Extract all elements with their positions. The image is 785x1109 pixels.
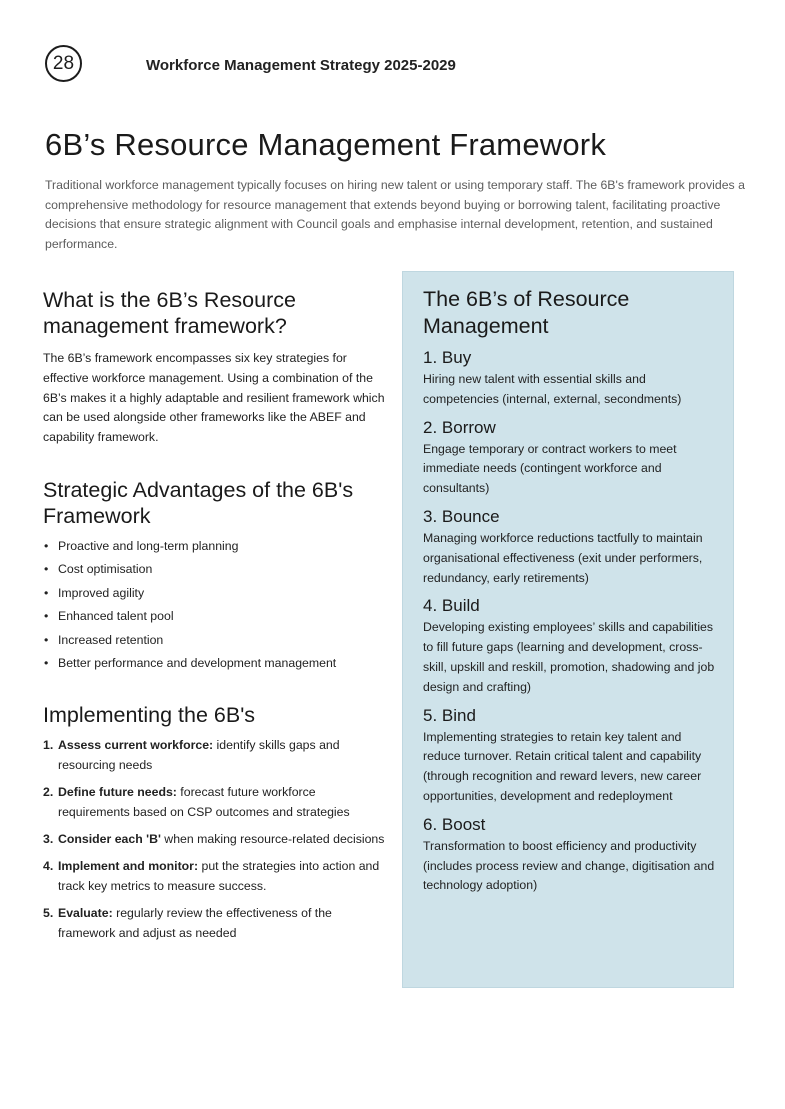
step-item [43, 783, 388, 822]
b-item-desc: Transformation to boost efficiency and productivity (includes process review and change, digitisation and technology adoption) [423, 838, 715, 893]
step-text: regularly review the effectiveness of the framework and adjust as needed [58, 905, 332, 940]
list-item-text: Enhanced talent pool [58, 609, 174, 624]
list-item [43, 652, 388, 676]
list-item [43, 605, 388, 629]
step-item [43, 857, 388, 896]
bullet-icon: • [44, 538, 49, 553]
step-text: when making resource-related decisions [160, 831, 385, 846]
step-text: identify skills gaps and resourcing needs [58, 737, 340, 772]
what-is-heading: What is the 6B’s Resource management framework? [43, 288, 296, 338]
b-item-desc: Engage temporary or contract workers to meet immediate needs (contingent workforce and consultants) [423, 441, 677, 496]
left-column [43, 287, 388, 951]
b-item-title: 2. Borrow [423, 417, 496, 437]
b-item-title: 1. Buy [423, 348, 472, 367]
advantages-heading: Strategic Advantages of the 6B's Framework [43, 477, 354, 528]
step-number: 5. [43, 905, 54, 920]
step-item [43, 904, 388, 943]
list-item-text: Cost optimisation [58, 562, 153, 577]
bullet-icon: • [44, 562, 49, 577]
step-label: Consider each 'B' [58, 831, 161, 846]
b-item-bounce [423, 505, 715, 588]
b-item-desc: Hiring new talent with essential skills and competencies (internal, external, secondments) [423, 372, 682, 406]
step-number: 4. [43, 859, 54, 873]
list-item-text: Proactive and long-term planning [58, 538, 239, 553]
b-item-desc: Implementing strategies to retain key talent and reduce turnover. Retain critical talent and capability (through recognition and reward levers, new career opportunities, development and redeployment [423, 729, 702, 803]
bullet-icon: • [44, 656, 49, 671]
implementing-heading: Implementing the 6B's [43, 702, 256, 727]
b-item-title: 6. Boost [423, 814, 486, 834]
six-bs-panel [402, 271, 734, 988]
list-item [43, 629, 388, 653]
list-item-text: Better performance and development management [58, 656, 337, 671]
b-item-bind [423, 704, 715, 807]
step-number: 1. [43, 737, 54, 752]
step-label: Evaluate: [58, 905, 113, 920]
step-item [43, 830, 388, 850]
b-item-title: 3. Bounce [423, 506, 500, 526]
bullet-icon: • [44, 632, 49, 647]
list-item-text: Improved agility [58, 585, 145, 600]
document-title: Workforce Management Strategy 2025-2029 [146, 57, 456, 74]
b-item-desc: Managing workforce reductions tactfully to maintain organisational effectiveness (exit under performers, redundancy, early retirements) [423, 530, 703, 585]
b-item-boost [423, 813, 715, 896]
step-item [43, 736, 388, 775]
b-item-desc: Developing existing employees’ skills and capabilities to fill future gaps (learning and development, cross-skill, upskill and reskill, promotion, shadowing and job design and crafting) [423, 620, 715, 694]
step-text: put the strategies into action and track key metrics to measure success. [58, 859, 380, 893]
list-item [43, 582, 388, 606]
b-item-title: 4. Build [423, 596, 480, 616]
step-label: Define future needs: [58, 784, 177, 799]
page-number: 28 [45, 45, 82, 82]
step-label: Assess current workforce: [58, 737, 214, 752]
b-item-title: 5. Bind [423, 705, 476, 725]
advantages-list [43, 535, 388, 676]
list-item-text: Increased retention [58, 632, 164, 647]
step-number: 3. [43, 831, 54, 846]
intro-paragraph: Traditional workforce management typically focuses on hiring new talent or using temporary staff. The 6B's framework provides a comprehensive methodology for resource management that extends beyond buying or borrowing talent, facilitating proactive decisions that ensure strategic alignment with Council goals and emphasise internal development, retention, and sustained performance. [45, 178, 745, 251]
bullet-icon: • [44, 585, 49, 600]
step-label: Implement and monitor: [58, 859, 199, 873]
step-text: forecast future workforce requirements based on CSP outcomes and strategies [58, 784, 350, 819]
six-bs-heading: The 6B’s of Resource Management [423, 287, 630, 338]
b-item-build [423, 594, 715, 697]
what-is-body: The 6B’s framework encompasses six key strategies for effective workforce management. Using a combination of the 6B’s makes it a highly adaptable and resilient framework which can be used alongside other frameworks like the ABEF and capability framework. [43, 351, 385, 445]
page-title: 6B’s Resource Management Framework [45, 127, 607, 162]
b-item-borrow [423, 416, 715, 499]
b-item-buy [423, 346, 715, 410]
bullet-icon: • [44, 609, 49, 624]
list-item [43, 558, 388, 582]
step-number: 2. [43, 784, 54, 799]
implementing-steps [43, 736, 388, 943]
list-item [43, 535, 388, 559]
